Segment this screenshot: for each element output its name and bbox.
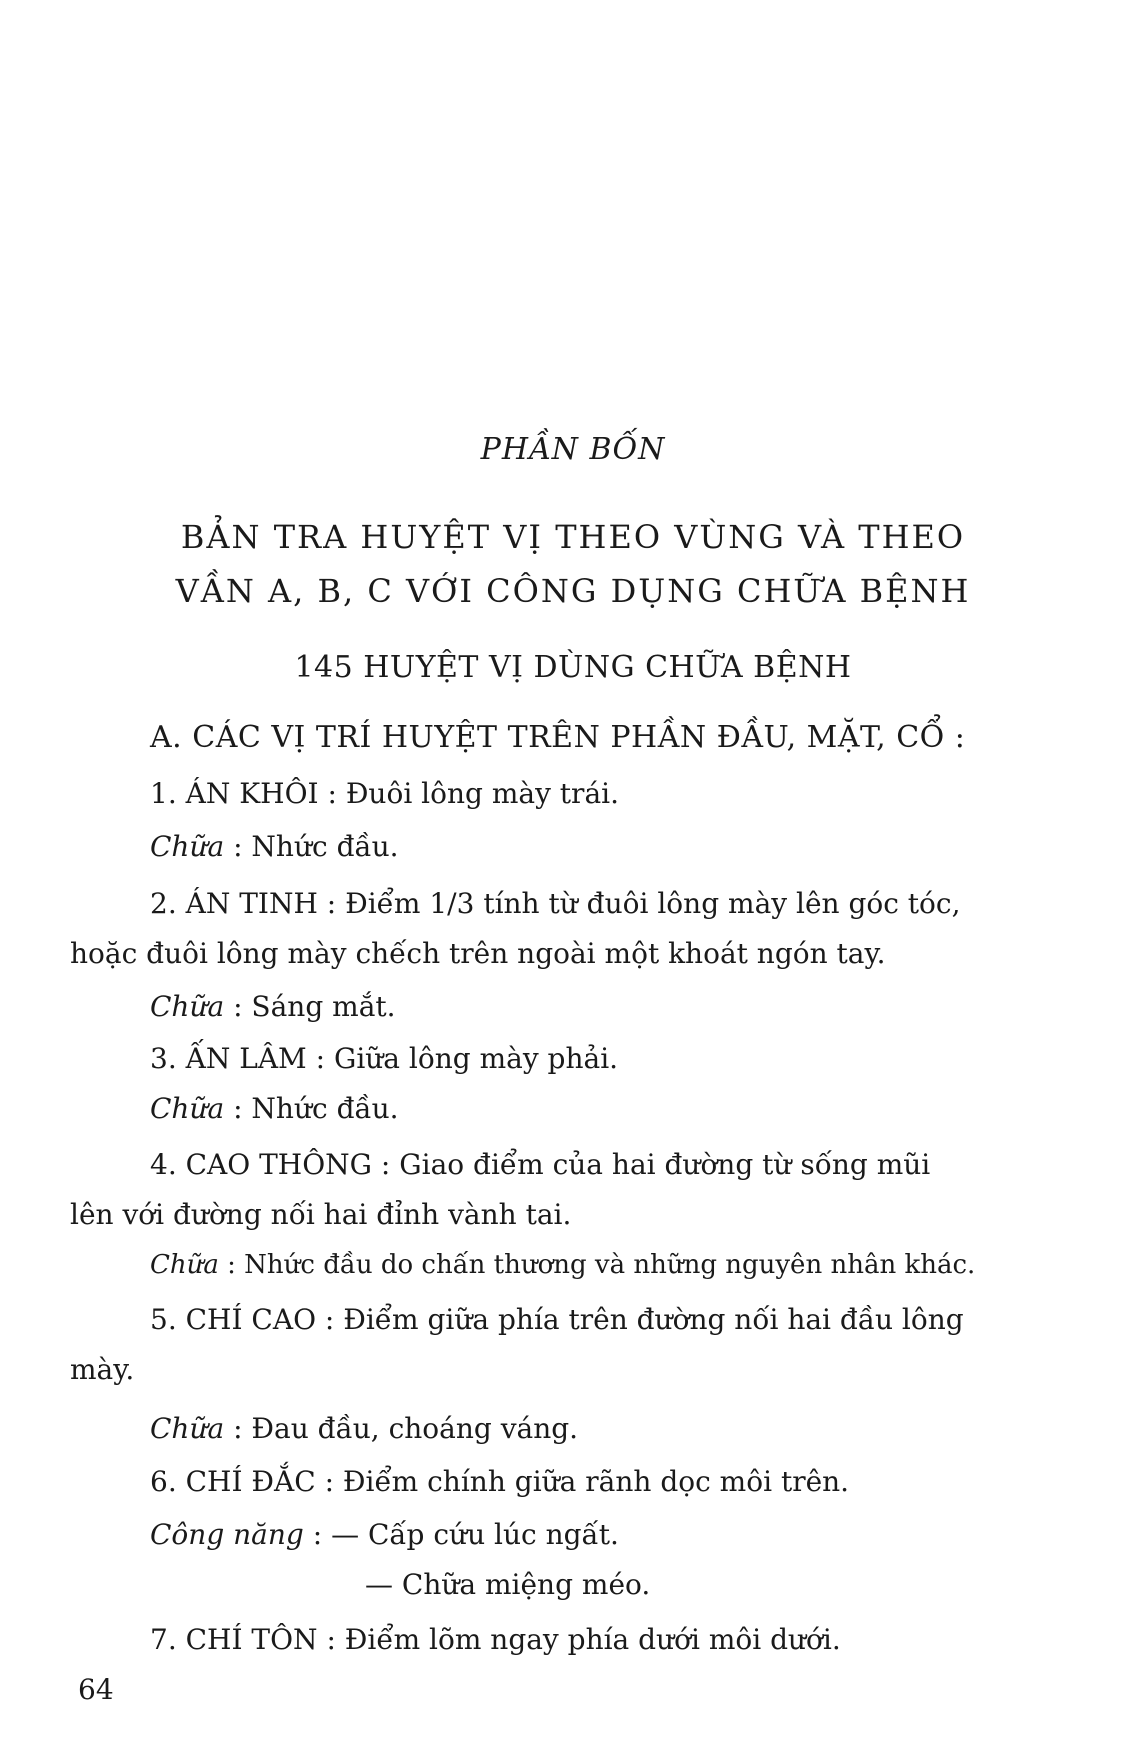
entry-3-treat-text: : Nhức đầu. xyxy=(224,1092,399,1125)
entry-1-label: Chữa xyxy=(150,830,225,863)
entry-2-treat-text: : Sáng mắt. xyxy=(224,990,396,1023)
entry-4-treat-text: : Nhức đầu do chấn thương và những nguyên nhân khác. xyxy=(218,1250,976,1280)
entry-4-line-2: lên với đường nối hai đỉnh vành tai. xyxy=(70,1198,572,1231)
entry-5-treatment xyxy=(150,1412,1080,1445)
entry-3-treatment xyxy=(150,1092,1080,1125)
entry-4-label: Chữa xyxy=(150,1250,219,1280)
entry-6-label: Công năng xyxy=(150,1518,304,1551)
entry-6-function xyxy=(150,1518,1080,1551)
section-heading: A. CÁC VỊ TRÍ HUYỆT TRÊN PHẦN ĐẦU, MẶT, CỔ : xyxy=(150,720,966,755)
entry-2-line-1: 2. ÁN TINH : Điểm 1/3 tính từ đuôi lông mày lên góc tóc, xyxy=(150,887,961,920)
entry-2-treatment xyxy=(150,990,1080,1023)
entry-5-label: Chữa xyxy=(150,1412,225,1445)
entry-2-label: Chữa xyxy=(150,990,225,1023)
entry-6-heading: 6. CHÍ ĐẮC : Điểm chính giữa rãnh dọc môi trên. xyxy=(150,1465,850,1498)
main-title-line-1: BẢN TRA HUYỆT VỊ THEO VÙNG VÀ THEO xyxy=(180,518,966,556)
entry-4-line-1: 4. CAO THÔNG : Giao điểm của hai đường từ sống mũi xyxy=(150,1148,931,1181)
entry-4-treatment xyxy=(150,1250,1080,1280)
entry-5-line-1: 5. CHÍ CAO : Điểm giữa phía trên đường nối hai đầu lông xyxy=(150,1303,964,1336)
entry-1-treat-text: : Nhức đầu. xyxy=(224,830,399,863)
entry-5-treat-text: : Đau đầu, choáng váng. xyxy=(224,1412,579,1445)
entry-1-heading: 1. ÁN KHÔI : Đuôi lông mày trái. xyxy=(150,777,619,810)
entry-6-function-1: : — Cấp cứu lúc ngất. xyxy=(303,1518,619,1551)
entry-1-treatment xyxy=(150,830,1080,863)
entry-2-line-2: hoặc đuôi lông mày chếch trên ngoài một khoát ngón tay. xyxy=(70,937,886,970)
subtitle: 145 HUYỆT VỊ DÙNG CHỮA BỆNH xyxy=(294,650,852,685)
entry-7-heading: 7. CHÍ TÔN : Điểm lõm ngay phía dưới môi dưới. xyxy=(150,1623,841,1656)
entry-6-function-2: — Chữa miệng méo. xyxy=(365,1568,651,1601)
main-title-line-2: VẦN A, B, C VỚI CÔNG DỤNG CHỮA BỆNH xyxy=(175,572,971,610)
entry-3-heading: 3. ẤN LÂM : Giữa lông mày phải. xyxy=(150,1042,619,1075)
part-title: PHẦN BỐN xyxy=(480,432,666,467)
page-number: 64 xyxy=(78,1673,114,1706)
entry-5-line-2: mày. xyxy=(70,1353,135,1386)
entry-3-label: Chữa xyxy=(150,1092,225,1125)
